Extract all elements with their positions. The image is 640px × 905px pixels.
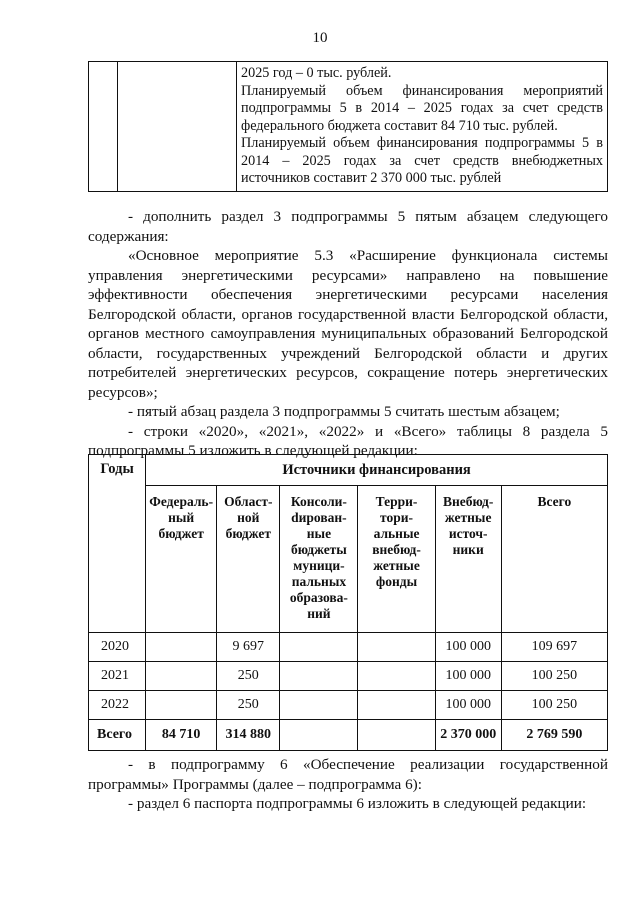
funding-line-2025: 2025 год – 0 тыс. рублей. (241, 65, 392, 81)
cell-consolidated (280, 720, 358, 751)
cell-consolidated (280, 633, 358, 662)
header-territorial-funds: Терри- тори- альные внебюд- жетные фонды (358, 486, 435, 633)
cell-extrabudgetary: 100 000 (435, 662, 501, 691)
cell-total: 109 697 (501, 633, 607, 662)
cell-federal (146, 691, 217, 720)
header-years: Годы (89, 455, 146, 633)
funding-line-federal: Планируемый объем финансирования мероприятий подпрограммы 5 в 2014 – 2025 годах за счет средств федерального бюджета составит 84 710 тыс. рублей. (241, 82, 603, 134)
subprogram6-text-block (88, 755, 608, 814)
cell-year: 2022 (89, 691, 146, 720)
empty-cell (89, 62, 118, 192)
cell-total: 2 769 590 (501, 720, 607, 751)
cell-extrabudgetary: 100 000 (435, 633, 501, 662)
paragraph-table-rows: - строки «2020», «2021», «2022» и «Всего» таблицы 8 раздела 5 подпрограммы 5 изложить в следующей редакции: (88, 422, 608, 459)
cell-regional: 9 697 (217, 633, 280, 662)
paragraph-section6-passport: - раздел 6 паспорта подпрограммы 6 изложить в следующей редакции: (128, 795, 587, 812)
cell-regional: 314 880 (217, 720, 280, 751)
cell-total: 100 250 (501, 691, 607, 720)
cell-territorial (358, 720, 435, 751)
paragraph-fifth-to-sixth: - пятый абзац раздела 3 подпрограммы 5 считать шестым абзацем; (128, 403, 560, 420)
header-total: Всего (501, 486, 607, 633)
cell-extrabudgetary: 100 000 (435, 691, 501, 720)
cell-territorial (358, 691, 435, 720)
empty-cell (118, 62, 237, 192)
cell-year: 2021 (89, 662, 146, 691)
table-row (89, 662, 608, 691)
cell-regional: 250 (217, 662, 280, 691)
cell-federal (146, 633, 217, 662)
financing-table (88, 454, 608, 751)
cell-federal: 84 710 (146, 720, 217, 751)
paragraph-add-section: - дополнить раздел 3 подпрограммы 5 пятым абзацем следующего содержания: (88, 208, 608, 245)
passport-table-fragment (88, 61, 608, 192)
cell-territorial (358, 662, 435, 691)
header-consolidated-budgets: Консоли- dирован- ные бюджеты муници- пальных образова- ний (280, 486, 358, 633)
cell-year: 2020 (89, 633, 146, 662)
header-extrabudgetary-sources: Внебюд- жетные источ- ники (435, 486, 501, 633)
cell-federal (146, 662, 217, 691)
cell-consolidated (280, 662, 358, 691)
cell-extrabudgetary: 2 370 000 (435, 720, 501, 751)
table-row-total (89, 720, 608, 751)
cell-total: 100 250 (501, 662, 607, 691)
funding-text-cell (237, 62, 608, 192)
paragraph-main-measure: «Основное мероприятие 5.3 «Расширение функционала системы управления энергетическими ресурсами» направлено на повышение эффективности обеспечения энергетическими ресурсами населения Белгородской области, органов государственной власти Белгородской области, органов местного самоуправления муниципальных образований Белгородской области, государственных учреждений Белгородской области и других потребителей энергетических ресурсов, сокращение потерь энергетических ресурсов»; (88, 247, 608, 401)
header-sources: Источники финансирования (146, 455, 608, 486)
paragraph-subprogram6: - в подпрограмму 6 «Обеспечение реализации государственной программы» Программы (далее – подпрограмма 6): (88, 756, 608, 793)
header-regional-budget: Област- ной бюджет (217, 486, 280, 633)
cell-territorial (358, 633, 435, 662)
amendment-text-block (88, 207, 608, 461)
funding-line-extrabudget: Планируемый объем финансирования подпрограммы 5 в 2014 – 2025 годах за счет средств внебюджетных источников составит 2 370 000 тыс. рублей (241, 135, 603, 186)
cell-year: Всего (89, 720, 146, 751)
page-number: 10 (312, 30, 328, 46)
header-federal-budget: Федераль- ный бюджет (146, 486, 217, 633)
table-row (89, 691, 608, 720)
cell-regional: 250 (217, 691, 280, 720)
cell-consolidated (280, 691, 358, 720)
table-row (89, 633, 608, 662)
